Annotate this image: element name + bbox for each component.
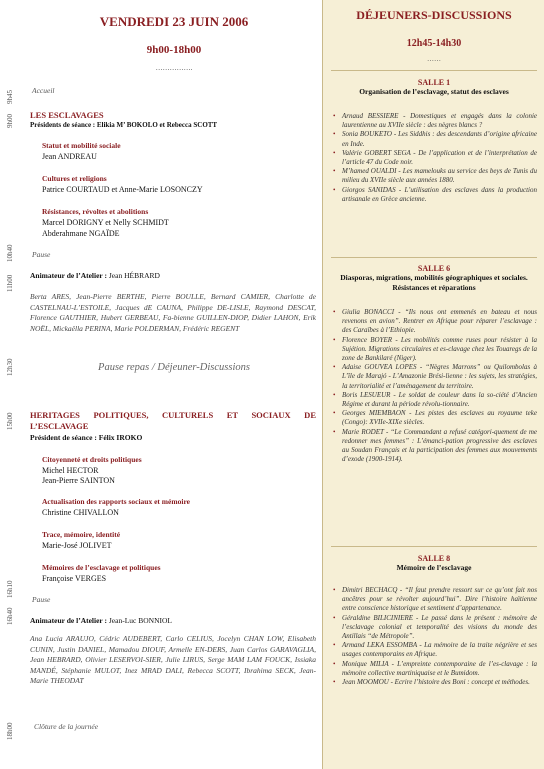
speaker: Jean ANDREAU xyxy=(42,152,97,161)
talk-list xyxy=(333,586,537,687)
subsection-title: Citoyenneté et droits politiques xyxy=(42,455,142,464)
speaker: Abderahmane NGAÏDE xyxy=(42,229,120,238)
divider xyxy=(331,70,537,71)
speaker: Françoise VERGES xyxy=(42,574,107,583)
timeline-label: 15h00 xyxy=(6,412,14,430)
timeline-label: 9h45 xyxy=(6,90,14,104)
salle-number: SALLE 6 xyxy=(417,264,451,273)
atelier-name: Jean-Luc BONNIOL xyxy=(108,616,172,625)
atelier-participants: Ana Lucia ARAUJO, Cédric AUDEBERT, Carlo CELIUS, Jocelyn CHAN LOW, Elisabeth CUNIN, Justin DANIEL, Mamadou DIOUF, Armelle EN-DERS, Juan Carlos GARAVAGLIA, Jean HEBRARD, Olivier LESERVOI-SIER, Julie LIRUS, Serge MAM LAM FOUCK, Issiaka MANDÉ, Stéphanie MULOT, Inez MRAD DALI, Rebecca SCOTT, Ibrahima SECK, Jean-Marie THEODAT xyxy=(30,634,316,685)
accueil-label: Accueil xyxy=(32,86,55,95)
salle-header xyxy=(331,78,537,97)
pause-label: Pause xyxy=(32,595,51,604)
subsection-title: Cultures et religions xyxy=(42,174,107,183)
list-item: • Géraldine BILICINIERE - Le passé dans le présent : mémoire de l’esclavage colonial et temporalité des visions du monde des Antillais “de Métropole”. xyxy=(333,614,537,642)
list-item: • Valérie GOBERT SEGA - De l’application et de l’interprétation de l’article 47 du Code noir. xyxy=(333,149,537,167)
timeline-label: 9h00 xyxy=(6,114,14,128)
salle-header xyxy=(331,554,537,573)
salle-number: SALLE 1 xyxy=(417,78,451,87)
subsection-title: Trace, mémoire, identité xyxy=(42,530,121,539)
subsection-title: Actualisation des rapports sociaux et mémoire xyxy=(42,497,190,506)
list-item: • Georges MIEMBAON - Les pistes des esclaves au royaume teke (Congo): XVIIe-XIXe siècles. xyxy=(333,409,537,427)
subsection-title: Statut et mobilité sociale xyxy=(42,141,121,150)
divider xyxy=(331,257,537,258)
talk-list xyxy=(333,308,537,464)
list-item: • Giulia BONACCI - “Ils nous ont emmenés en bateau et nous revenons en avion”. Rentrer en Afrique pour réparer l’esclavage : des Caraïbes à l’Ethiopie. xyxy=(333,308,537,336)
salle-theme: Mémoire de l’esclavage xyxy=(396,563,472,572)
list-item: • Sonia BOUKETO - Les Siddhis : des descendants d’origine africaine en Inde. xyxy=(333,130,537,148)
atelier-label: Animateur de l’Atelier : xyxy=(30,271,109,280)
dots-separator: ……………. xyxy=(155,64,193,72)
closing-label: Clôture de la journée xyxy=(34,722,99,731)
list-item: • Monique MILIA - L’empreinte contemporaine de l’es-clavage : la mémoire collective martiniquaise et le Bumidom. xyxy=(333,660,537,678)
panel-title: DÉJEUNERS-DISCUSSIONS xyxy=(356,8,512,22)
salle-theme: Organisation de l’esclavage, statut des esclaves xyxy=(359,87,509,96)
atelier-animator xyxy=(30,616,172,625)
divider xyxy=(331,546,537,547)
lunch-discussions-panel xyxy=(322,0,544,769)
list-item: • Dimitri BECHACQ - “Il faut prendre ressort sur ce qu’ont fait nos ancêtres pour se révolter aujourd’hui”. Dire l’histoire haïtienne entre conscience historique et sentiment d’appartenance. xyxy=(333,586,537,614)
lunch-break: Pause repas / Déjeuner-Discussions xyxy=(98,362,250,373)
subsection-title: Mémoires de l’esclavage et politiques xyxy=(42,563,161,572)
list-item: • Armand LEKA ESSOMBA - La mémoire de la traite négrière et ses usages contemporains en Afrique. xyxy=(333,641,537,659)
pause-label: Pause xyxy=(32,250,51,259)
salle-theme: Diasporas, migrations, mobilités géographiques et sociales. Résistances et réparations xyxy=(340,273,528,292)
timeline-label: 18h00 xyxy=(6,722,14,740)
timeline-label: 12h30 xyxy=(6,358,14,376)
section-title: LES ESCLAVAGES xyxy=(30,110,104,120)
atelier-label: Animateur de l’Atelier : xyxy=(30,616,109,625)
list-item: • Florence BOYER - Les mobilités comme ruses pour résister à la Sujétion. Migrations circulaires et es-clavage chez les Touaregs de la zone de Bankilaré (Niger). xyxy=(333,336,537,364)
panel-hours: 12h45-14h30 xyxy=(406,38,462,49)
timeline-label: 16h40 xyxy=(6,607,14,625)
session-president: Président de séance : Félix IROKO xyxy=(30,433,143,442)
subsection-title: Résistances, révoltes et abolitions xyxy=(42,207,149,216)
speaker: Patrice COURTAUD et Anne-Marie LOSONCZY xyxy=(42,185,203,194)
list-item: • M’hamed OUALDI - Les mamelouks au service des beys de Tunis du milieu du XVIIe siècle aux années 1880. xyxy=(333,167,537,185)
day-title: VENDREDI 23 JUIN 2006 xyxy=(99,14,249,29)
day-hours: 9h00-18h00 xyxy=(146,44,202,56)
section-title: HERITAGES POLITIQUES, CULTURELS ET SOCIAUX DE L’ESCLAVAGE xyxy=(30,410,316,431)
atelier-participants: Berta ARES, Jean-Pierre BERTHE, Pierre BOULLE, Bernard CAMIER, Charlotte de CASTELNAU-L’ESTOILE, Jacques dE CAUNA, Philippe DE-LISLE, Raymond DESCAT, Florence GAUTHIER, Hubert GERBEAU, Fa-bienne GUILLEN-DIOP, Didier LAHON, Erik NOËL, Mickaëlla PERINA, Marie POLDERMAN, Frédéric REGENT xyxy=(30,292,316,333)
salle-number: SALLE 8 xyxy=(417,554,451,563)
list-item: • Giorgos SANIDAS - L’utilisation des esclaves dans la production artisanale en Grèce ancienne. xyxy=(333,186,537,204)
list-item: • Arnaud BESSIERE - Domestiques et engagés dans la colonie laurentienne au XVIIe siècle : des nègres blancs ? xyxy=(333,112,537,130)
atelier-name: Jean HÉBRARD xyxy=(108,271,160,280)
atelier-animator xyxy=(30,271,160,280)
salle-header xyxy=(331,264,537,293)
timeline-label: 16h10 xyxy=(6,580,14,598)
speaker: Jean-Pierre SAINTON xyxy=(42,476,115,485)
speaker: Marcel DORIGNY et Nelly SCHMIDT xyxy=(42,218,169,227)
list-item: • Jean MOOMOU - Ecrire l’histoire des Boni : concept et méthodes. xyxy=(333,678,537,687)
speaker: Marie-José JOLIVET xyxy=(42,541,112,550)
list-item: • Marie RODET - “Le Commandant a refusé catégori-quement de me redonner mes femmes” : L’émanci-pation progressive des esclaves au Soudan Français et la participation des femmes aux mouvements d’exode (1900-1914). xyxy=(333,428,537,465)
list-item: • Boris LESUEUR - Le soldat de couleur dans la so-ciété d’Ancien Régime et durant la période révolu-tionnaire. xyxy=(333,391,537,409)
speaker: Michel HECTOR xyxy=(42,466,99,475)
speaker: Christine CHIVALLON xyxy=(42,508,119,517)
program-column xyxy=(30,0,318,769)
list-item: • Adaise GOUVEA LOPES - “Nègres Marrons” ou Quilombolas à L’île de Marajó - L’Amazonie Brési-lienne : les sujets, les stratégies, la territorialité et l’aménagement du territoire. xyxy=(333,363,537,391)
timeline-label: 11h00 xyxy=(6,274,14,292)
session-president: Présidents de séance : Elikia M’ BOKOLO et Rebecca SCOTT xyxy=(30,121,218,129)
dots-separator: …… xyxy=(427,55,441,63)
timeline-label: 10h40 xyxy=(6,244,14,262)
talk-list xyxy=(333,112,537,204)
